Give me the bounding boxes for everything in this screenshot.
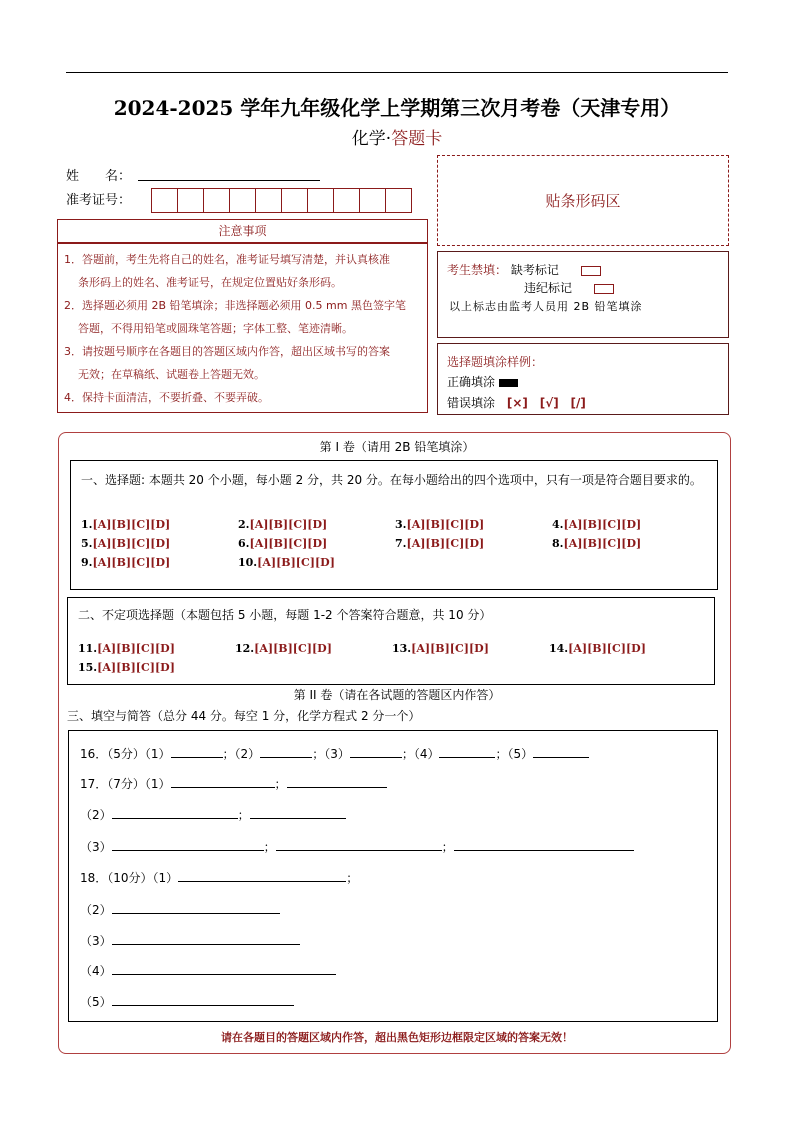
question-options[interactable] xyxy=(81,556,238,569)
option-bubbles[interactable]: [A][B][C][D] xyxy=(257,556,335,569)
note-line: 无效；在草稿纸、试题卷上答题无效。 xyxy=(78,368,265,381)
notes-box xyxy=(57,242,428,413)
option-bubbles[interactable]: [A][B][C][D] xyxy=(411,642,489,655)
id-digit-box[interactable] xyxy=(281,188,308,213)
barcode-label: 贴条形码区 xyxy=(545,192,621,210)
absent-label: 缺考标记 xyxy=(510,263,559,277)
q17-label: 17．（7分）（1） xyxy=(80,777,171,791)
question-number: 9. xyxy=(81,556,93,569)
answer-blank[interactable] xyxy=(112,901,280,914)
answer-blank[interactable] xyxy=(171,775,275,788)
id-digit-box[interactable] xyxy=(255,188,282,213)
option-bubbles[interactable]: [A][B][C][D] xyxy=(563,518,642,531)
section-2-desc: 二、不定项选择题（本题包括 5 小题，每题 1-2 个答案符合题意，共 10 分） xyxy=(78,608,492,622)
section-1-desc: 一、选择题: 本题共 20 个小题，每小题 2 分，共 20 分。在每小题给出的四个选项中，只有一项是符合题目要求的。 xyxy=(81,473,702,487)
absent-mark[interactable] xyxy=(581,266,601,276)
q18-row xyxy=(80,869,358,886)
question-number: 7. xyxy=(395,537,407,550)
part2-title: 第 II 卷（请在各试题的答题区内作答） xyxy=(293,688,501,702)
question-number: 15. xyxy=(78,661,98,674)
id-digit-box[interactable] xyxy=(229,188,256,213)
violation-label: 违纪标记 xyxy=(524,281,573,295)
question-options[interactable] xyxy=(238,518,395,531)
id-digit-box[interactable] xyxy=(385,188,412,213)
q18-2-row xyxy=(80,901,280,918)
question-options[interactable] xyxy=(395,518,552,531)
question-options[interactable] xyxy=(392,642,549,655)
id-digit-box[interactable] xyxy=(333,188,360,213)
question-options[interactable] xyxy=(78,661,235,674)
answer-blank[interactable] xyxy=(260,745,312,758)
section-2 xyxy=(67,597,715,685)
option-bubbles[interactable]: [A][B][C][D] xyxy=(563,537,642,550)
sample-box xyxy=(437,343,729,415)
question-number: 10. xyxy=(238,556,258,569)
question-options[interactable] xyxy=(552,518,709,531)
answer-blank[interactable] xyxy=(112,993,294,1006)
subject: 化学· xyxy=(351,129,392,149)
exam-id-boxes[interactable] xyxy=(151,188,411,213)
q18-label: 18．（10分）（1） xyxy=(80,871,179,885)
question-options[interactable] xyxy=(81,537,238,550)
wrong-mark: [√] xyxy=(539,396,559,410)
barcode-area xyxy=(437,155,729,246)
answer-blank[interactable] xyxy=(112,962,336,975)
q18-5-row xyxy=(80,993,294,1010)
question-grid-1 xyxy=(81,518,709,569)
q16-label: ；（2） xyxy=(222,747,261,761)
separator: ； xyxy=(346,871,359,885)
question-options[interactable] xyxy=(395,537,552,550)
part-label: （2） xyxy=(80,903,112,917)
question-options[interactable] xyxy=(238,556,395,569)
separator: ； xyxy=(237,808,250,822)
prohibit-box xyxy=(437,251,729,338)
separator: ； xyxy=(441,840,454,854)
question-number: 11. xyxy=(78,642,98,655)
q16-row xyxy=(80,745,589,762)
note-line: 1．答题前，考生先将自己的姓名，准考证号填写清楚，并认真核准 xyxy=(64,253,390,266)
question-number: 5. xyxy=(81,537,93,550)
option-bubbles[interactable]: [A][B][C][D] xyxy=(92,556,171,569)
question-options[interactable] xyxy=(235,642,392,655)
q16-label: 16．（5分）（1） xyxy=(80,747,171,761)
prohibit-note: 以上标志由监考人员用 2B 铅笔填涂 xyxy=(449,300,643,313)
answer-blank[interactable] xyxy=(112,806,238,819)
question-number: 13. xyxy=(392,642,412,655)
question-number: 2. xyxy=(238,518,250,531)
note-line: 4．保持卡面清洁，不要折叠、不要弄破。 xyxy=(64,391,269,404)
q16-label: ；（5） xyxy=(495,747,534,761)
answer-blank[interactable] xyxy=(171,745,223,758)
question-number: 4. xyxy=(552,518,564,531)
footer-warning: 请在各题目的答题区域内作答，超出黑色矩形边框限定区域的答案无效！ xyxy=(221,1031,573,1044)
option-bubbles[interactable]: [A][B][C][D] xyxy=(568,642,646,655)
option-bubbles[interactable]: [A][B][C][D] xyxy=(97,642,175,655)
answer-blank[interactable] xyxy=(178,869,346,882)
q17-2-row xyxy=(80,806,346,823)
question-options[interactable] xyxy=(549,642,706,655)
answer-blank[interactable] xyxy=(250,806,346,819)
note-line: 2．选择题必须用 2B 铅笔填涂；非选择题必须用 0.5 mm 黑色签字笔 xyxy=(64,299,406,312)
note-line: 条形码上的姓名、准考证号，在规定位置贴好条形码。 xyxy=(78,276,342,289)
top-rule xyxy=(66,72,728,73)
sample-title: 选择题填涂样例： xyxy=(447,355,544,369)
name-field[interactable] xyxy=(138,180,320,181)
notes-title: 注意事项 xyxy=(57,219,428,243)
option-bubbles[interactable]: [A][B][C][D] xyxy=(406,518,485,531)
option-bubbles[interactable]: [A][B][C][D] xyxy=(92,537,171,550)
part-label: （3） xyxy=(80,840,112,854)
section-3-title: 三、填空与简答（总分 44 分。每空 1 分，化学方程式 2 分一个） xyxy=(67,709,421,723)
question-number: 14. xyxy=(549,642,569,655)
option-bubbles[interactable]: [A][B][C][D] xyxy=(406,537,485,550)
answer-blank[interactable] xyxy=(454,838,634,851)
subtitle xyxy=(0,124,794,149)
answer-blank[interactable] xyxy=(533,745,589,758)
question-options[interactable] xyxy=(81,518,238,531)
id-digit-box[interactable] xyxy=(151,188,178,213)
q16-label: ；（4） xyxy=(401,747,440,761)
correct-label: 正确填涂 xyxy=(447,375,496,389)
answer-blank[interactable] xyxy=(112,932,300,945)
question-number: 12. xyxy=(235,642,255,655)
part1-title: 第 I 卷（请用 2B 铅笔填涂） xyxy=(319,440,475,454)
option-bubbles[interactable]: [A][B][C][D] xyxy=(249,537,328,550)
q16-label: ；（3） xyxy=(312,747,350,761)
question-number: 3. xyxy=(395,518,407,531)
wrong-label: 错误填涂 xyxy=(447,396,496,410)
option-bubbles[interactable]: [A][B][C][D] xyxy=(97,661,175,674)
id-digit-box[interactable] xyxy=(203,188,230,213)
id-label: 准考证号： xyxy=(66,193,132,208)
card-label: 答题卡 xyxy=(391,129,443,149)
option-bubbles[interactable]: [A][B][C][D] xyxy=(254,642,332,655)
separator: ； xyxy=(274,777,287,791)
question-options[interactable] xyxy=(78,642,235,655)
prohibit-label: 考生禁填： xyxy=(447,263,508,277)
id-digit-box[interactable] xyxy=(177,188,204,213)
option-bubbles[interactable]: [A][B][C][D] xyxy=(92,518,171,531)
q18-3-row xyxy=(80,932,300,949)
question-options[interactable] xyxy=(552,537,709,550)
page-title: 2024-2025 学年九年级化学上学期第三次月考卷（天津专用） xyxy=(113,96,681,120)
section-1 xyxy=(70,460,718,590)
note-line: 答题，不得用铅笔或圆珠笔答题；字体工整、笔迹清晰。 xyxy=(78,322,353,335)
filled-sample xyxy=(499,379,518,387)
answer-blank[interactable] xyxy=(276,838,442,851)
wrong-mark: [/] xyxy=(570,396,586,410)
wrong-mark: [×] xyxy=(506,396,528,410)
note-line: 3．请按题号顺序在各题目的答题区域内作答，超出区域书写的答案 xyxy=(64,345,390,358)
question-number: 1. xyxy=(81,518,93,531)
question-grid-2 xyxy=(78,642,706,674)
id-digit-box[interactable] xyxy=(307,188,334,213)
option-bubbles[interactable]: [A][B][C][D] xyxy=(249,518,328,531)
question-number: 8. xyxy=(552,537,564,550)
q17-3-row xyxy=(80,838,634,855)
answer-blank[interactable] xyxy=(287,775,387,788)
question-options[interactable] xyxy=(238,537,395,550)
separator: ； xyxy=(263,840,276,854)
id-digit-box[interactable] xyxy=(359,188,386,213)
violation-mark[interactable] xyxy=(594,284,614,294)
question-number: 6. xyxy=(238,537,250,550)
part-label: （3） xyxy=(80,934,112,948)
name-label: 姓 名： xyxy=(66,169,132,184)
answer-blank[interactable] xyxy=(439,745,495,758)
q18-4-row xyxy=(80,962,336,979)
part-label: （2） xyxy=(80,808,112,822)
part-label: （4） xyxy=(80,964,112,978)
answer-blank[interactable] xyxy=(112,838,264,851)
answer-blank[interactable] xyxy=(350,745,402,758)
q17-row xyxy=(80,775,387,792)
part-label: （5） xyxy=(80,995,112,1009)
